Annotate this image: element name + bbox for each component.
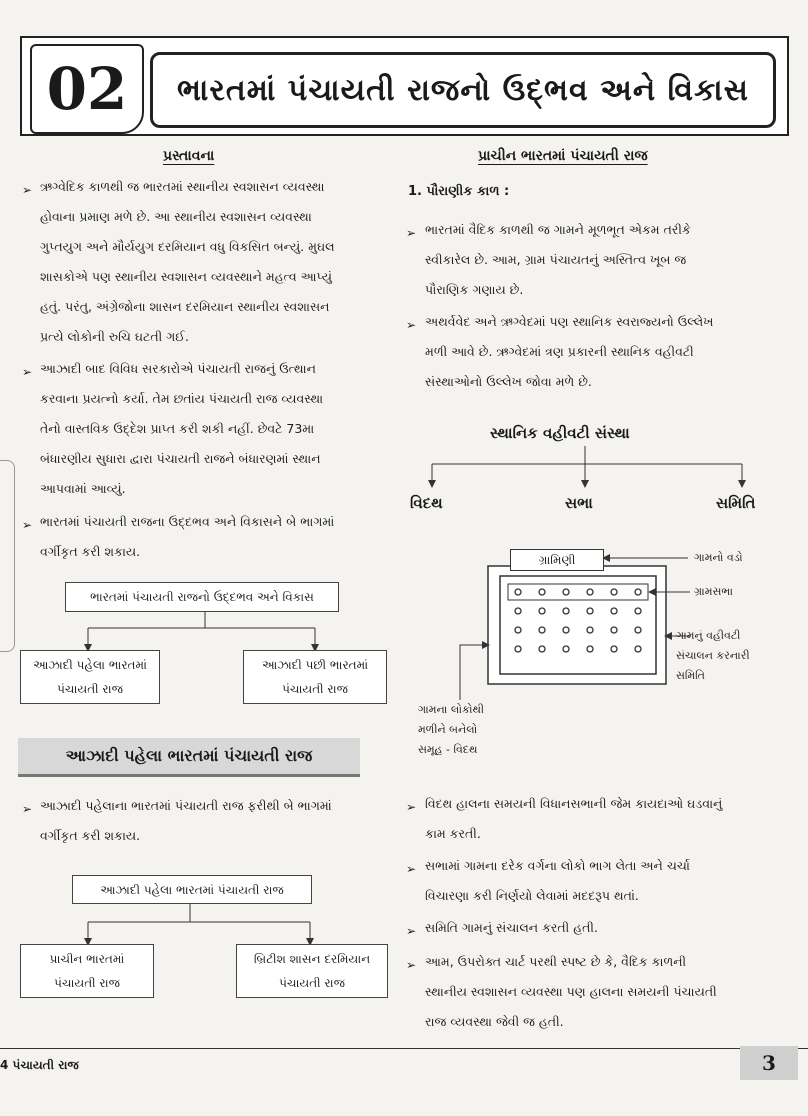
text-line: મળી આવે છે. ઋગ્વેદમાં ત્રણ પ્રકારની સ્થાનિક વહીવટી	[425, 344, 694, 359]
bullet-icon: ➢	[22, 802, 33, 816]
box-line: પંચાયતી રાજ	[57, 682, 123, 696]
text-line: આપવામાં આવ્યું.	[40, 481, 126, 496]
footer-book-title: 4 પંચાયતી રાજ	[0, 1058, 79, 1072]
bullet-icon: ➢	[406, 800, 417, 814]
samiti-label	[676, 626, 750, 686]
label-line: સંચાલન કરનારી	[676, 649, 750, 662]
conclusion-paragraph-2	[425, 851, 795, 911]
diagram-child-box-right	[243, 650, 387, 704]
diagram2-root-box: આઝાદી પહેલા ભારતમાં પંચાયતી રાજ	[72, 875, 312, 904]
diagram2-child-box-right	[236, 944, 388, 998]
chapter-number: 02	[30, 44, 144, 134]
tree-child-sabha: સભા	[565, 494, 593, 512]
gramini-box: ગ્રામિણી	[510, 549, 604, 571]
bullet-icon: ➢	[22, 365, 33, 379]
intro-heading: પ્રસ્તાવના	[163, 148, 215, 164]
text-line: શાસકોએ પણ સ્થાનીય સ્વશાસન વ્યવસ્થાને મહત્વ આપ્યું	[40, 269, 332, 284]
text-line: સભામાં ગામના દરેક વર્ગના લોકો ભાગ લેતા અને ચર્ચા	[425, 858, 690, 873]
text-line: હતું. પરંતુ, અંગ્રેજોના શાસન દરમિયાન સ્થાનીય સ્વશાસન	[40, 299, 330, 314]
bullet-icon: ➢	[22, 183, 33, 197]
text-line: સ્વીકારેલ છે. આમ, ગ્રામ પંચાયતનું અસ્તિત્વ ખૂબ જ	[425, 252, 687, 267]
gramsabha-label: ગ્રામસભા	[694, 585, 733, 598]
text-line: સંસ્થાઓનો ઉલ્લેખ જોવા મળે છે.	[425, 374, 592, 389]
text-line: સમિતિ ગામનું સંચાલન કરતી હતી.	[425, 920, 598, 935]
text-line: આઝાદી બાદ વિવિધ સરકારોએ પંચાયતી રાજનું ઉત્થાન	[40, 361, 316, 376]
bullet-icon: ➢	[406, 226, 417, 240]
text-line: સ્થાનીય સ્વશાસન વ્યવસ્થા પણ હાલના સમયની પંચાયતી	[425, 984, 717, 999]
conclusion-paragraph-4	[425, 947, 795, 1037]
label-line: મળીને બનેલો	[418, 723, 478, 736]
text-line: ગુપ્તયુગ અને મૌર્યયુગ દરમિયાન વધુ વિકસિત બન્યું. મુઘલ	[40, 239, 335, 254]
tree-root: સ્થાનિક વહીવટી સંસ્થા	[490, 424, 630, 442]
box-line: આઝાદી પછી ભારતમાં	[261, 658, 369, 672]
box-line: પ્રાચીન ભારતમાં	[49, 952, 125, 966]
chapter-title: ભારતમાં પંચાયતી રાજનો ઉદ્‌ભવ અને વિકાસ	[150, 52, 776, 128]
section-paragraph	[40, 791, 390, 851]
text-line: વર્ગીકૃત કરી શકાય.	[40, 544, 141, 559]
text-line: ભારતમાં વૈદિક કાળથી જ ગામને મૂળભૂત એકમ તરીકે	[425, 222, 691, 237]
bullet-icon: ➢	[406, 862, 417, 876]
text-line: કામ કરતી.	[425, 826, 481, 841]
text-line: વિદથ હાલના સમયની વિધાનસભાની જેમ કાયદાઓ ઘડવાનું	[425, 796, 723, 811]
text-line: પ્રત્યે લોકોની રુચિ ઘટતી ગઈ.	[40, 329, 189, 344]
text-line: તેનો વાસ્તવિક ઉદ્દેશ પ્રાપ્ત કરી શકી નહીં. છેવટે 73મા	[40, 421, 315, 436]
intro-paragraph-3	[40, 507, 390, 567]
diagram-child-box-left	[20, 650, 160, 704]
section-title-bar: આઝાદી પહેલા ભારતમાં પંચાયતી રાજ	[18, 738, 360, 777]
text-line: પૌરાણિક ગણાય છે.	[425, 282, 524, 297]
label-line: ગામના લોકોથી	[418, 703, 485, 716]
text-line: અથર્વવેદ અને ઋગ્વેદમાં પણ સ્થાનિક સ્વરાજ્યનો ઉલ્લેખ	[425, 314, 714, 329]
diagram2-child-box-left	[20, 944, 154, 998]
text-line: આઝાદી પહેલાના ભારતમાં પંચાયતી રાજ ફરીથી બે ભાગમાં	[40, 798, 332, 813]
text-line: ભારતમાં પંચાયતી રાજના ઉદ્દભવ અને વિકાસને બે ભાગમાં	[40, 514, 335, 529]
ancient-paragraph-1	[425, 215, 795, 305]
label-line: ગામનું વહીવટી	[676, 629, 741, 642]
label-line: સમિતિ	[676, 669, 705, 682]
conclusion-paragraph-3	[425, 913, 795, 943]
ancient-subheading: 1. પૌરાણીક કાળ :	[408, 184, 510, 199]
text-line: ઋગ્વેદિક કાળથી જ ભારતમાં સ્થાનીય સ્વશાસન વ્યવસ્થા	[40, 179, 325, 194]
text-line: આમ, ઉપરોક્ત ચાર્ટ પરથી સ્પષ્ટ છે કે, વૈદિક કાળની	[425, 954, 687, 969]
text-line: વર્ગીકૃત કરી શકાય.	[40, 828, 141, 843]
box-line: પંચાયતી રાજ	[54, 976, 120, 990]
text-line: કરવાના પ્રયત્નો કર્યા. તેમ છતાંય પંચાયતી રાજ વ્યવસ્થા	[40, 391, 324, 406]
intro-paragraph-2	[40, 354, 390, 504]
text-line: હોવાના પ્રમાણ મળે છે. આ સ્થાનીય સ્વશાસન વ્યવસ્થા	[40, 209, 312, 224]
box-line: પંચાયતી રાજ	[279, 976, 345, 990]
bullet-icon: ➢	[406, 924, 417, 938]
text-line: બંધારણીય સુધારા દ્વારા પંચાયતી રાજને બંધારણમાં સ્થાન	[40, 451, 321, 466]
tree-child-vidath: વિદથ	[410, 494, 443, 512]
box-line: આઝાદી પહેલા ભારતમાં	[33, 658, 147, 672]
diagram-root-box: ભારતમાં પંચાયતી રાજનો ઉદ્દભવ અને વિકાસ	[65, 582, 339, 612]
box-line: બ્રિટીશ શાસન દરમિયાન	[253, 952, 371, 966]
text-line: વિચારણા કરી નિર્ણયો લેવામાં મદદરૂપ થતાં.	[425, 888, 639, 903]
conclusion-paragraph-1	[425, 789, 795, 849]
vidath-label	[418, 700, 484, 760]
page-number: 3	[740, 1046, 798, 1080]
chief-label: ગામનો વડો	[694, 551, 743, 564]
bullet-icon: ➢	[406, 958, 417, 972]
footer-rule	[0, 1048, 808, 1049]
label-line: સમૂહ - વિદથ	[418, 743, 478, 756]
text-line: રાજ વ્યવસ્થા જેવી જ હતી.	[425, 1014, 564, 1029]
intro-paragraph-1	[40, 172, 390, 352]
bullet-icon: ➢	[406, 318, 417, 332]
box-line: પંચાયતી રાજ	[282, 682, 348, 696]
ancient-heading: પ્રાચીન ભારતમાં પંચાયતી રાજ	[478, 148, 648, 164]
bullet-icon: ➢	[22, 518, 33, 532]
ancient-paragraph-2	[425, 307, 795, 397]
tree-child-samiti: સમિતિ	[716, 494, 756, 512]
